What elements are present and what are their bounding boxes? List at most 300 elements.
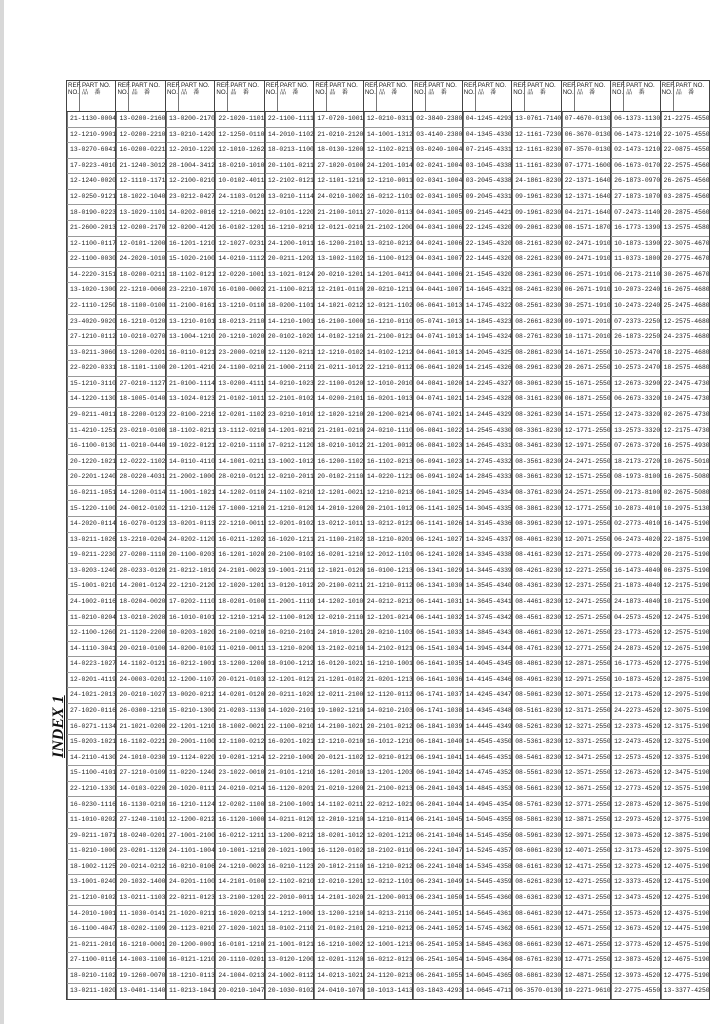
part-number-cell: 12-0101-1200 <box>119 239 166 247</box>
table-row <box>611 424 659 440</box>
part-no-header: PART NO. 品 番 <box>428 82 457 96</box>
table-row <box>166 906 214 922</box>
table-row <box>116 268 164 284</box>
part-number-cell: 16-1210-0001 <box>119 940 166 948</box>
table-row <box>413 377 461 393</box>
part-number-cell: 13-0210-2028 <box>119 613 166 621</box>
part-number-cell: 19-1124-0220 <box>168 753 215 761</box>
part-number-cell: 14-4345-4348 <box>465 707 512 715</box>
part-number-cell: 12-0201-4119 <box>70 675 117 683</box>
table-row <box>463 766 511 782</box>
table-row <box>661 346 709 362</box>
part-number-cell: 21-2100-0121 <box>366 333 413 341</box>
table-row <box>364 813 412 829</box>
part-number-cell: 23-4020-9020 <box>70 317 117 325</box>
table-row <box>314 424 362 440</box>
part-number-cell: 12-1771-2550 <box>564 426 611 434</box>
table-row <box>661 611 709 627</box>
part-number-cell: 24-1002-0116 <box>70 598 117 605</box>
part-number-cell: 08-2661-8230 <box>515 317 562 325</box>
table-row <box>364 938 412 954</box>
part-number-cell: 19-1022-0121 <box>168 442 215 450</box>
part-number-cell: 24-1103-0120 <box>218 192 265 200</box>
part-number-cell: 22-1245-4320 <box>465 224 512 232</box>
part-number-cell: 12-2971-2550 <box>564 675 611 683</box>
part-number-cell: 16-1773-1390 <box>614 224 661 232</box>
part-number-cell: 24-0212-0212 <box>366 598 413 605</box>
table-row <box>413 782 461 798</box>
table-row <box>116 797 164 813</box>
part-number-cell: 12-3375-5190 <box>663 753 710 761</box>
table-row <box>314 657 362 673</box>
table-row <box>611 190 659 206</box>
table-row <box>413 875 461 891</box>
part-number-cell: 14-2100-1021 <box>317 722 364 730</box>
part-number-cell: 08-2261-8230 <box>515 255 562 263</box>
table-row <box>314 439 362 455</box>
table-row <box>265 283 313 299</box>
table-row <box>611 237 659 253</box>
table-row <box>364 470 412 486</box>
table-row <box>215 735 263 751</box>
part-number-cell: 06-1673-0170 <box>614 161 661 169</box>
table-row <box>116 424 164 440</box>
table-row <box>512 533 560 549</box>
part-number-cell: 20-1220-1021 <box>70 457 117 465</box>
part-number-cell: 22-1100-0030 <box>70 255 117 263</box>
table-row <box>314 486 362 502</box>
part-number-cell: 13-0210-1420 <box>168 130 215 138</box>
part-number-cell: 12-2175-4730 <box>663 426 710 434</box>
table-row <box>661 408 709 424</box>
table-row <box>265 860 313 876</box>
part-number-cell: 21-2101-0210 <box>317 426 364 434</box>
table-row <box>364 906 412 922</box>
part-number-cell: 03-2875-4560 <box>663 192 710 200</box>
part-number-cell: 06-0741-1021 <box>416 411 463 419</box>
table-row <box>364 642 412 658</box>
part-number-cell: 23-2210-1070 <box>168 286 215 294</box>
table-row <box>364 455 412 471</box>
table-row <box>116 221 164 237</box>
part-number-cell: 08-6461-8230 <box>515 909 562 917</box>
part-number-cell: 24-2101-0023 <box>218 566 265 574</box>
part-number-cell: 08-3261-8230 <box>515 411 562 419</box>
table-row <box>661 657 709 673</box>
column-header <box>67 81 115 112</box>
table-row <box>611 408 659 424</box>
part-number-cell: 12-1120-0112 <box>366 691 413 699</box>
table-row <box>67 611 115 627</box>
table-row <box>215 330 263 346</box>
table-row <box>661 751 709 767</box>
part-number-cell: 20-1210-0212 <box>366 925 413 933</box>
part-number-cell: 14-6045-4365 <box>465 971 512 979</box>
part-number-cell: 12-2175-5190 <box>663 582 710 590</box>
part-number-cell: 13-1210-0101 <box>168 317 215 325</box>
table-row <box>611 268 659 284</box>
table-row <box>215 190 263 206</box>
table-row <box>166 595 214 611</box>
table-row <box>562 252 610 268</box>
table-row <box>562 829 610 845</box>
table-row <box>611 720 659 736</box>
table-row <box>67 299 115 315</box>
part-number-cell: 13-1024-0123 <box>168 395 215 403</box>
part-number-cell: 24-1100-0210 <box>218 364 265 372</box>
table-row <box>166 470 214 486</box>
part-number-cell: 15-1100-4101 <box>70 769 117 777</box>
part-number-cell: 13-2575-4580 <box>663 224 710 232</box>
table-row <box>562 455 610 471</box>
part-number-cell: 06-2241-1047 <box>416 847 463 855</box>
part-number-cell: 06-2673-3320 <box>614 395 661 403</box>
part-number-cell: 21-0212-1010 <box>168 566 215 574</box>
part-number-cell: 12-2371-2550 <box>564 582 611 590</box>
table-row <box>463 688 511 704</box>
table-row <box>314 455 362 471</box>
table-row <box>116 533 164 549</box>
part-number-cell: 06-1941-1042 <box>416 769 463 777</box>
part-number-cell: 14-4645-4351 <box>465 753 512 761</box>
part-number-cell: 06-1241-1028 <box>416 551 463 559</box>
table-row <box>314 829 362 845</box>
part-number-cell: 21-1130-0004 <box>70 115 117 123</box>
table-row <box>661 922 709 938</box>
part-number-cell: 06-2241-1048 <box>416 862 463 870</box>
table-row <box>265 112 313 128</box>
part-number-cell: 12-4175-5190 <box>663 878 710 886</box>
table-row <box>364 875 412 891</box>
part-number-cell: 12-1210-0102 <box>317 348 364 356</box>
table-row <box>661 969 709 985</box>
part-number-cell: 14-5445-4359 <box>465 878 512 886</box>
part-number-cell: 14-5645-4361 <box>465 909 512 917</box>
table-row <box>166 579 214 595</box>
table-row <box>562 751 610 767</box>
table-row <box>166 205 214 221</box>
table-row <box>166 766 214 782</box>
part-number-cell: 06-3670-0130 <box>564 130 611 138</box>
part-number-cell: 27-1020-1021 <box>218 925 265 933</box>
table-row <box>562 797 610 813</box>
table-row <box>562 315 610 331</box>
page-title: INDEX 1 <box>50 695 67 758</box>
table-row <box>512 159 560 175</box>
table-row <box>661 735 709 751</box>
table-row <box>562 143 610 159</box>
table-row <box>413 626 461 642</box>
part-number-cell: 04-0341-1006 <box>416 224 463 232</box>
part-number-cell: 12-2101-0110 <box>317 286 364 294</box>
part-number-cell: 18-1100-0100 <box>119 302 166 310</box>
part-number-cell: 14-3245-4337 <box>465 535 512 543</box>
table-row <box>413 392 461 408</box>
table-row <box>116 984 164 999</box>
table-row <box>116 564 164 580</box>
table-row <box>611 844 659 860</box>
table-row <box>116 642 164 658</box>
part-number-cell: 14-2345-4328 <box>465 395 512 403</box>
part-number-cell: 14-5045-4355 <box>465 816 512 824</box>
part-number-cell: 07-4670-0130 <box>564 115 611 123</box>
part-number-cell: 02-1473-1210 <box>614 146 661 154</box>
table-row <box>611 611 659 627</box>
part-number-cell: 08-4761-8230 <box>515 644 562 652</box>
table-row <box>265 346 313 362</box>
part-number-cell: 14-2001-0124 <box>119 582 166 590</box>
table-row <box>661 797 709 813</box>
table-row <box>166 611 214 627</box>
table-row <box>512 237 560 253</box>
table-row <box>463 922 511 938</box>
part-number-cell: 22-2775-4550 <box>614 987 661 995</box>
table-row <box>265 704 313 720</box>
table-row <box>116 299 164 315</box>
table-row <box>116 283 164 299</box>
index-column <box>611 81 660 999</box>
part-number-cell: 14-3945-4344 <box>465 644 512 652</box>
table-row <box>562 906 610 922</box>
table-row <box>314 517 362 533</box>
part-number-cell: 07-1771-1600 <box>564 161 611 169</box>
table-row <box>215 392 263 408</box>
part-number-cell: 17-0202-1110 <box>168 598 215 605</box>
table-row <box>661 455 709 471</box>
table-row <box>562 969 610 985</box>
part-number-cell: 09-1971-2010 <box>564 317 611 325</box>
part-number-cell: 14-1110-3041 <box>70 644 117 652</box>
part-number-cell: 04-2573-4520 <box>614 613 661 621</box>
part-number-cell: 08-6061-8230 <box>515 847 562 855</box>
table-row <box>512 221 560 237</box>
table-row <box>463 159 511 175</box>
part-number-cell: 22-0220-0331 <box>70 364 117 372</box>
table-row <box>67 953 115 969</box>
part-number-cell: 14-3845-4343 <box>465 629 512 637</box>
part-number-cell: 18-2173-2720 <box>614 457 661 465</box>
table-row <box>364 548 412 564</box>
table-row <box>265 797 313 813</box>
table-row <box>611 595 659 611</box>
part-number-cell: 11-0210-1000 <box>70 847 117 855</box>
table-row <box>67 330 115 346</box>
part-number-cell: 12-1250-0110 <box>218 130 265 138</box>
part-number-cell: 14-0110-4110 <box>168 457 215 465</box>
part-number-cell: 12-1110-1171 <box>119 177 166 185</box>
table-row <box>166 782 214 798</box>
part-number-cell: 14-2010-1200 <box>317 504 364 512</box>
part-number-cell: 20-0211-1020 <box>267 691 314 699</box>
table-row <box>116 392 164 408</box>
table-row <box>116 439 164 455</box>
part-number-cell: 24-0210-1002 <box>317 192 364 200</box>
part-number-cell: 24-0202-1120 <box>168 535 215 543</box>
index-column <box>166 81 215 999</box>
table-row <box>314 782 362 798</box>
ref-header: REF. NO. <box>67 81 80 111</box>
part-number-cell: 13-0210-1114 <box>267 192 314 200</box>
part-no-header: PART NO. 品 番 <box>180 82 210 96</box>
table-row <box>265 299 313 315</box>
table-row <box>116 688 164 704</box>
table-row <box>512 984 560 999</box>
part-number-cell: 12-2673-3290 <box>614 379 661 387</box>
part-number-cell: 13-1200-0201 <box>119 348 166 356</box>
part-number-cell: 22-2475-4730 <box>663 379 710 387</box>
table-row <box>67 797 115 813</box>
table-row <box>215 673 263 689</box>
table-row <box>314 205 362 221</box>
table-row <box>215 782 263 798</box>
table-row <box>611 486 659 502</box>
table-row <box>463 579 511 595</box>
part-number-cell: 20-0102-1020 <box>267 333 314 341</box>
table-row <box>364 486 412 502</box>
table-row <box>314 237 362 253</box>
table-row <box>562 875 610 891</box>
part-number-cell: 12-2210-1000 <box>267 753 314 761</box>
part-number-cell: 21-0201-1213 <box>366 675 413 683</box>
part-number-cell: 06-1441-1031 <box>416 598 463 605</box>
part-number-cell: 16-1100-0130 <box>70 442 117 450</box>
part-number-cell: 14-4145-4346 <box>465 675 512 683</box>
part-number-cell: 24-0003-0201 <box>119 675 166 683</box>
part-number-cell: 06-2441-1051 <box>416 909 463 917</box>
table-row <box>314 751 362 767</box>
part-number-cell: 12-0210-2011 <box>267 473 314 481</box>
table-row <box>413 533 461 549</box>
table-row <box>611 766 659 782</box>
table-row <box>67 486 115 502</box>
part-number-cell: 24-1102-0210 <box>267 488 314 496</box>
part-number-cell: 12-1210-9901 <box>70 130 117 138</box>
table-row <box>661 704 709 720</box>
table-row <box>215 906 263 922</box>
table-row <box>265 720 313 736</box>
part-no-header: PART NO. 品 番 <box>230 82 259 96</box>
part-number-cell: 20-2100-0102 <box>267 551 314 559</box>
part-number-cell: 13-0203-1240 <box>70 566 117 574</box>
table-row <box>364 688 412 704</box>
table-row <box>314 174 362 190</box>
table-row <box>463 221 511 237</box>
part-number-cell: 06-0641-1020 <box>416 364 463 372</box>
table-row <box>215 688 263 704</box>
table-row <box>611 392 659 408</box>
part-number-cell: 14-1003-1100 <box>119 956 166 964</box>
part-number-cell: 06-0641-1013 <box>416 302 463 310</box>
table-row <box>562 626 610 642</box>
table-row <box>512 517 560 533</box>
table-row <box>611 984 659 999</box>
table-row <box>166 128 214 144</box>
part-number-cell: 02-2471-1910 <box>564 239 611 247</box>
table-row <box>611 205 659 221</box>
table-row <box>314 408 362 424</box>
table-row <box>67 439 115 455</box>
table-row <box>661 143 709 159</box>
part-number-cell: 12-1100-0212 <box>218 738 265 746</box>
table-row <box>562 439 610 455</box>
part-number-cell: 28-0233-0120 <box>119 566 166 574</box>
table-row <box>562 283 610 299</box>
table-row <box>661 112 709 128</box>
table-row <box>166 533 214 549</box>
table-row <box>463 439 511 455</box>
table-row <box>265 595 313 611</box>
part-number-cell: 10-2175-5190 <box>663 598 710 605</box>
table-row <box>364 501 412 517</box>
part-number-cell: 14-1671-2550 <box>564 348 611 356</box>
table-row <box>562 984 610 999</box>
part-number-cell: 11-0220-1240 <box>168 769 215 777</box>
part-number-cell: 24-0201-1100 <box>168 878 215 886</box>
table-row <box>265 377 313 393</box>
table-row <box>116 657 164 673</box>
part-number-cell: 11-1161-8230 <box>515 161 562 169</box>
part-number-cell: 12-3671-2550 <box>564 784 611 792</box>
part-number-cell: 24-2571-2550 <box>564 488 611 496</box>
table-row <box>463 564 511 580</box>
part-number-cell: 18-1022-1040 <box>119 192 166 200</box>
table-row <box>364 735 412 751</box>
part-number-cell: 12-3973-4520 <box>614 971 661 979</box>
table-row <box>413 424 461 440</box>
part-number-cell: 16-0210-1123 <box>267 862 314 870</box>
table-row <box>512 782 560 798</box>
part-number-cell: 13-1020-1300 <box>70 286 117 294</box>
part-number-cell: 12-1161-7230 <box>515 130 562 138</box>
part-number-cell: 12-1210-0021 <box>218 208 265 216</box>
table-row <box>314 268 362 284</box>
part-number-cell: 08-5961-8230 <box>515 831 562 839</box>
part-number-cell: 14-1200-0114 <box>119 488 166 496</box>
part-number-cell: 12-3871-2550 <box>564 816 611 824</box>
part-number-cell: 18-2275-4680 <box>663 348 710 356</box>
part-number-cell: 03-4140-2380 <box>416 130 463 138</box>
table-row <box>265 424 313 440</box>
part-number-cell: 14-1202-1010 <box>317 598 364 605</box>
table-row <box>512 922 560 938</box>
part-number-cell: 27-1100-0116 <box>70 956 117 964</box>
table-row <box>562 377 610 393</box>
table-row <box>512 860 560 876</box>
table-row <box>611 797 659 813</box>
table-row <box>265 128 313 144</box>
table-row <box>215 564 263 580</box>
table-row <box>166 377 214 393</box>
part-no-header: PART NO. 品 番 <box>626 82 655 96</box>
column-header <box>512 81 560 112</box>
part-number-cell: 21-0100-1114 <box>168 379 215 387</box>
table-row <box>611 315 659 331</box>
table-row <box>512 953 560 969</box>
part-number-cell: 21-1120-2200 <box>119 629 166 637</box>
part-number-cell: 14-1220-1130 <box>70 395 117 403</box>
part-number-cell: 28-0210-0121 <box>218 473 265 481</box>
table-row <box>463 470 511 486</box>
table-row <box>314 252 362 268</box>
table-row <box>265 564 313 580</box>
part-number-cell: 07-2673-3720 <box>614 442 661 450</box>
part-number-cell: 24-2873-4520 <box>614 644 661 652</box>
table-row <box>314 735 362 751</box>
part-number-cell: 16-1012-1210 <box>366 738 413 746</box>
part-number-cell: 12-4675-5190 <box>663 956 710 964</box>
part-number-cell: 04-0341-1007 <box>416 255 463 263</box>
table-row <box>166 517 214 533</box>
